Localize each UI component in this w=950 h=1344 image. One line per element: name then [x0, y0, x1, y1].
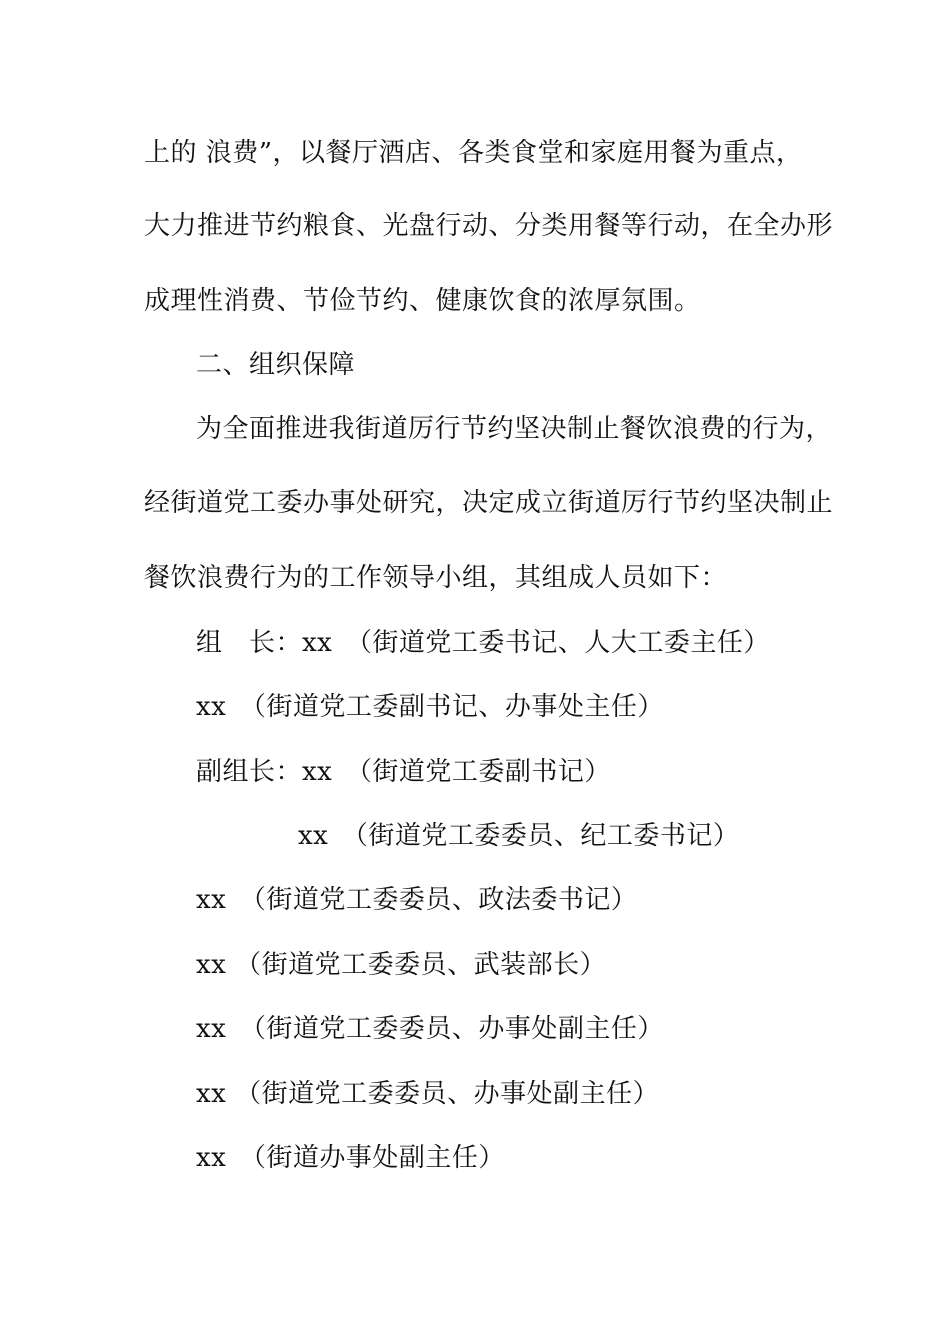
member-line: xx （街道办事处副主任） — [196, 1143, 505, 1173]
paragraph-line: 餐饮浪费行为的工作领导小组，其组成人员如下： — [144, 563, 728, 593]
paragraph-line: 为全面推进我街道厉行节约坚决制止餐饮浪费的行为， — [196, 414, 833, 444]
paragraph-line: 经街道党工委办事处研究，决定成立街道厉行节约坚决制止 — [144, 488, 834, 518]
member-line-leader: 组 长：xx （街道党工委书记、人大工委主任） — [196, 628, 770, 658]
member-line: xx （街道党工委委员、纪工委书记） — [298, 821, 740, 851]
member-line-deputy-leader: 副组长：xx （街道党工委副书记） — [196, 757, 611, 787]
member-line: xx （街道党工委委员、办事处副主任） — [196, 1014, 664, 1044]
member-line: xx （街道党工委副书记、办事处主任） — [196, 692, 664, 722]
member-line: xx （街道党工委委员、政法委书记） — [196, 885, 638, 915]
member-line: xx （街道党工委委员、武装部长） — [196, 950, 607, 980]
member-line: xx （街道党工委委员、办事处副主任） — [196, 1079, 660, 1109]
paragraph-line: 成理性消费、节俭节约、健康饮食的浓厚氛围。 — [144, 286, 701, 316]
paragraph-line: 大力推进节约粮食、光盘行动、分类用餐等行动，在全办形 — [144, 211, 834, 241]
section-heading: 二、组织保障 — [196, 350, 356, 380]
paragraph-line: 上的 浪费”，以餐厅酒店、各类食堂和家庭用餐为重点， — [144, 138, 803, 168]
